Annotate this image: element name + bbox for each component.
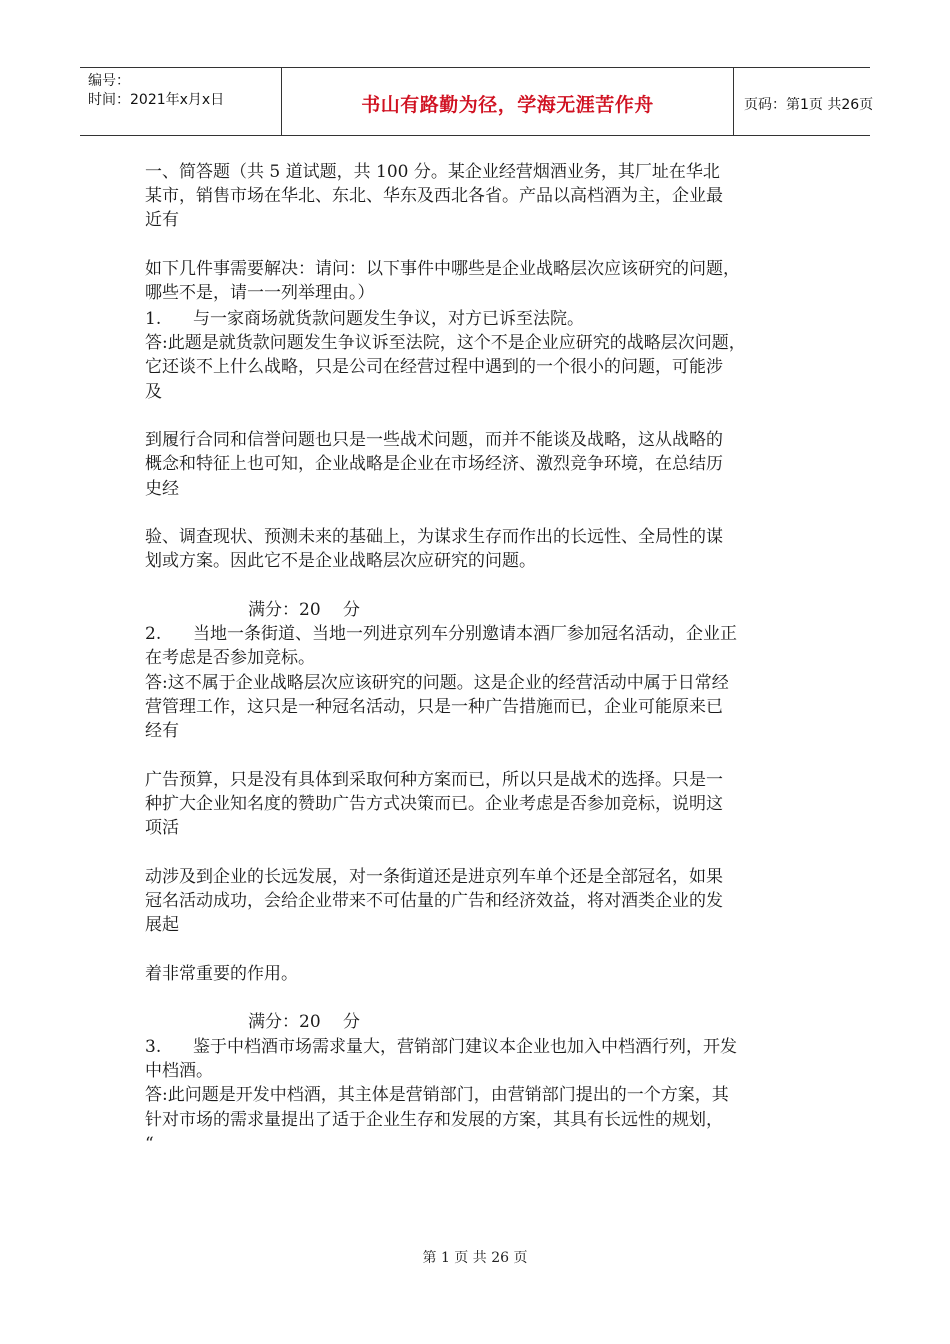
question-number: 2. bbox=[145, 624, 162, 644]
text-line: 广告预算，只是没有具体到采取何种方案而已，所以只是战术的选择。只是一 bbox=[145, 770, 723, 790]
question-text: 与一家商场就货款问题发生争议，对方已诉至法院。 bbox=[193, 309, 584, 329]
text-line: 着非常重要的作用。 bbox=[145, 964, 298, 984]
text-line: 答:这不属于企业战略层次应该研究的问题。这是企业的经营活动中属于日常经 bbox=[145, 673, 729, 693]
text-line: 如下几件事需要解决：请问：以下事件中哪些是企业战略层次应该研究的问题， bbox=[145, 259, 740, 279]
document-number-label: 编号： bbox=[88, 73, 130, 89]
text-line: 中档酒。 bbox=[145, 1061, 213, 1081]
text-line: 哪些不是，请一一列举理由。） bbox=[145, 283, 375, 303]
text-line: 及 bbox=[145, 382, 162, 402]
text-line: 答:此题是就货款问题发生争议诉至法院，这个不是企业应研究的战略层次问题， bbox=[145, 333, 746, 353]
text-line: 冠名活动成功，会给企业带来不可估量的广告和经济效益，将对酒类企业的发 bbox=[145, 891, 723, 911]
text-line: 动涉及到企业的长远发展，对一条街道还是进京列车单个还是全部冠名，如果 bbox=[145, 867, 723, 887]
question-number: 1. bbox=[145, 309, 162, 329]
text-line: 它还谈不上什么战略，只是公司在经营过程中遇到的一个很小的问题，可能涉 bbox=[145, 357, 723, 377]
text-line: 近有 bbox=[145, 210, 179, 230]
text-line: “ bbox=[145, 1134, 154, 1154]
question-3 bbox=[145, 1035, 737, 1059]
document-header bbox=[80, 67, 874, 136]
score-line: 满分：20 分 bbox=[248, 600, 361, 620]
score-line: 满分：20 分 bbox=[248, 1012, 361, 1032]
document-date-label: 时间：2021年x月x日 bbox=[88, 92, 225, 108]
text-line: 答:此问题是开发中档酒，其主体是营销部门，由营销部门提出的一个方案，其 bbox=[145, 1085, 729, 1105]
text-line: 经有 bbox=[145, 721, 179, 741]
text-line: 到履行合同和信誉问题也只是一些战术问题，而并不能谈及战略，这从战略的 bbox=[145, 430, 723, 450]
header-motto: 书山有路勤为径，学海无涯苦作舟 bbox=[361, 94, 654, 116]
text-line: 项活 bbox=[145, 818, 179, 838]
page-footer: 第 1 页 共 26 页 bbox=[422, 1250, 528, 1266]
text-line: 种扩大企业知名度的赞助广告方式决策而已。企业考虑是否参加竞标，说明这 bbox=[145, 794, 723, 814]
text-line: 在考虑是否参加竞标。 bbox=[145, 648, 315, 668]
text-line: 营管理工作，这只是一种冠名活动，只是一种广告措施而已，企业可能原来已 bbox=[145, 697, 723, 717]
text-line: 展起 bbox=[145, 915, 179, 935]
header-page-info: 页码：第1页 共26页 bbox=[744, 97, 874, 113]
header-meta-cell bbox=[80, 68, 282, 135]
text-line: 一、简答题（共 5 道试题，共 100 分。某企业经营烟酒业务，其厂址在华北 bbox=[145, 162, 720, 182]
header-page-cell bbox=[734, 68, 874, 135]
question-number: 3. bbox=[145, 1037, 162, 1057]
question-1 bbox=[145, 307, 584, 331]
text-line: 验、调查现状、预测未来的基础上，为谋求生存而作出的长远性、全局性的谋 bbox=[145, 527, 723, 547]
question-2 bbox=[145, 622, 737, 646]
header-motto-cell bbox=[282, 68, 734, 135]
question-text: 当地一条街道、当地一列进京列车分别邀请本酒厂参加冠名活动，企业正 bbox=[193, 624, 737, 644]
text-line: 概念和特征上也可知，企业战略是企业在市场经济、激烈竞争环境，在总结历 bbox=[145, 454, 723, 474]
question-text: 鉴于中档酒市场需求量大，营销部门建议本企业也加入中档酒行列，开发 bbox=[193, 1037, 737, 1057]
text-line: 针对市场的需求量提出了适于企业生存和发展的方案，其具有长远性的规划， bbox=[145, 1110, 723, 1130]
text-line: 某市，销售市场在华北、东北、华东及西北各省。产品以高档酒为主，企业最 bbox=[145, 186, 723, 206]
text-line: 史经 bbox=[145, 479, 179, 499]
text-line: 划或方案。因此它不是企业战略层次应研究的问题。 bbox=[145, 551, 536, 571]
